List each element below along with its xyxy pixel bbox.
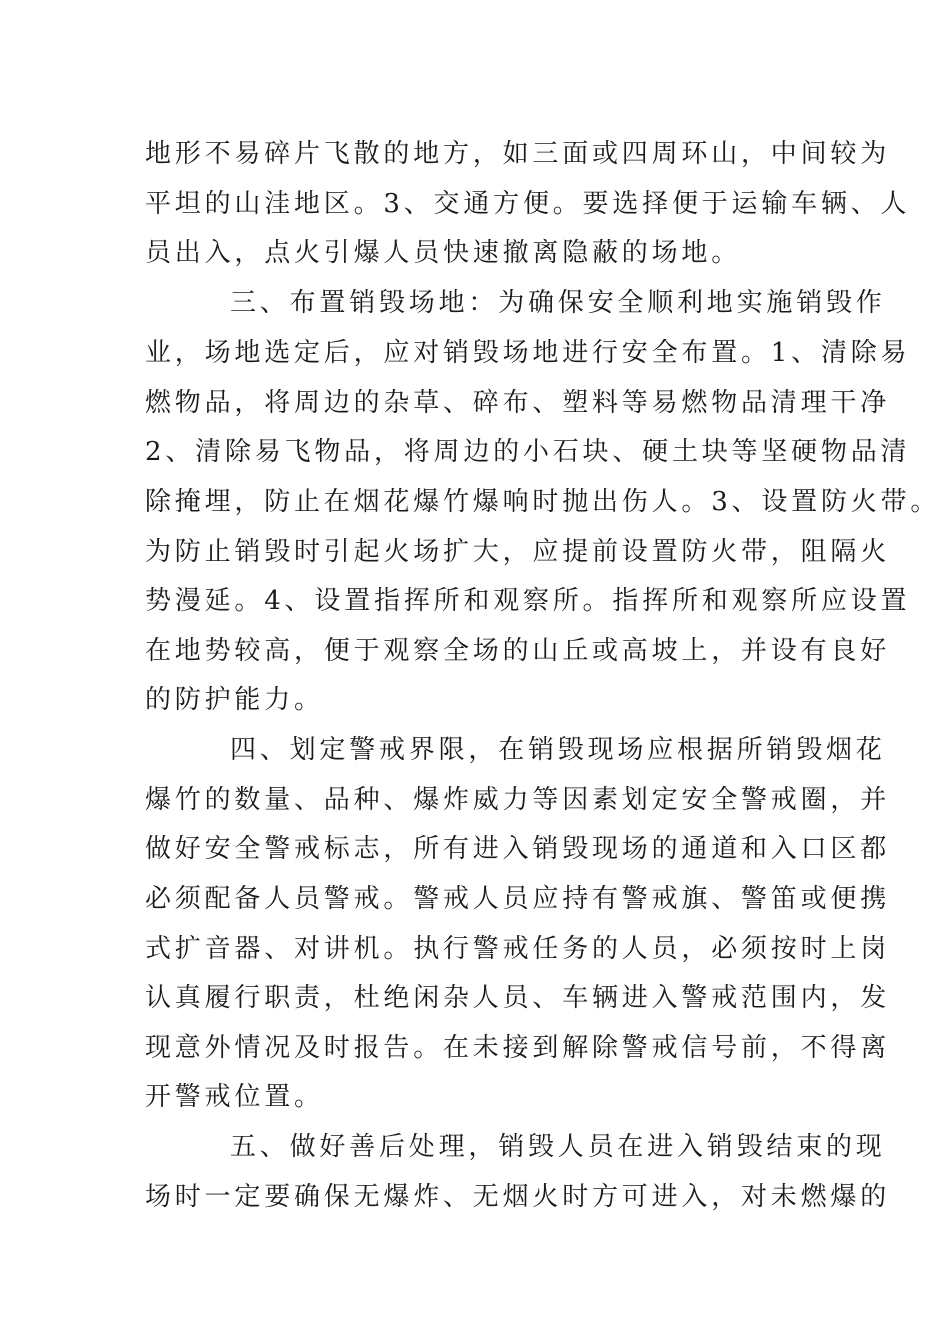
- text-line: 认真履行职责，杜绝闲杂人员、车辆进入警戒范围内，发: [145, 983, 891, 1013]
- paragraph-start-line: 四、划定警戒界限，在销毁现场应根据所销毁烟花: [230, 735, 886, 765]
- text-line: 现意外情况及时报告。在未接到解除警戒信号前，不得离: [145, 1033, 891, 1063]
- text-line: 爆竹的数量、品种、爆炸威力等因素划定安全警戒圈，并: [145, 785, 891, 815]
- paragraph-start-line: 五、做好善后处理，销毁人员在进入销毁结束的现: [230, 1132, 886, 1162]
- text-line: 场时一定要确保无爆炸、无烟火时方可进入，对未燃爆的: [145, 1182, 891, 1212]
- text-line: 式扩音器、对讲机。执行警戒任务的人员，必须按时上岗: [145, 934, 891, 964]
- text-line: 燃物品，将周边的杂草、碎布、塑料等易燃物品清理干净: [145, 388, 891, 418]
- text-line: 业，场地选定后，应对销毁场地进行安全布置。1、清除易: [145, 338, 911, 368]
- text-line: 地形不易碎片飞散的地方，如三面或四周环山，中间较为: [145, 139, 891, 169]
- text-line: 必须配备人员警戒。警戒人员应持有警戒旗、警笛或便携: [145, 884, 891, 914]
- text-line: 除掩埋，防止在烟花爆竹爆响时抛出伤人。3、设置防火带。: [145, 487, 941, 517]
- text-line: 势漫延。4、设置指挥所和观察所。指挥所和观察所应设置: [145, 586, 911, 616]
- text-line: 员出入，点火引爆人员快速撤离隐蔽的场地。: [145, 238, 742, 268]
- text-line: 在地势较高，便于观察全场的山丘或高坡上，并设有良好: [145, 636, 891, 666]
- text-line: 做好安全警戒标志，所有进入销毁现场的通道和入口区都: [145, 834, 891, 864]
- text-line: 平坦的山洼地区。3、交通方便。要选择便于运输车辆、人: [145, 189, 911, 219]
- text-line: 2、清除易飞物品，将周边的小石块、硬土块等坚硬物品清: [145, 437, 911, 467]
- text-line: 为防止销毁时引起火场扩大，应提前设置防火带，阻隔火: [145, 537, 891, 567]
- text-line: 开警戒位置。: [145, 1082, 324, 1112]
- text-line: 的防护能力。: [145, 685, 324, 715]
- paragraph-start-line: 三、布置销毁场地：为确保安全顺利地实施销毁作: [230, 288, 886, 318]
